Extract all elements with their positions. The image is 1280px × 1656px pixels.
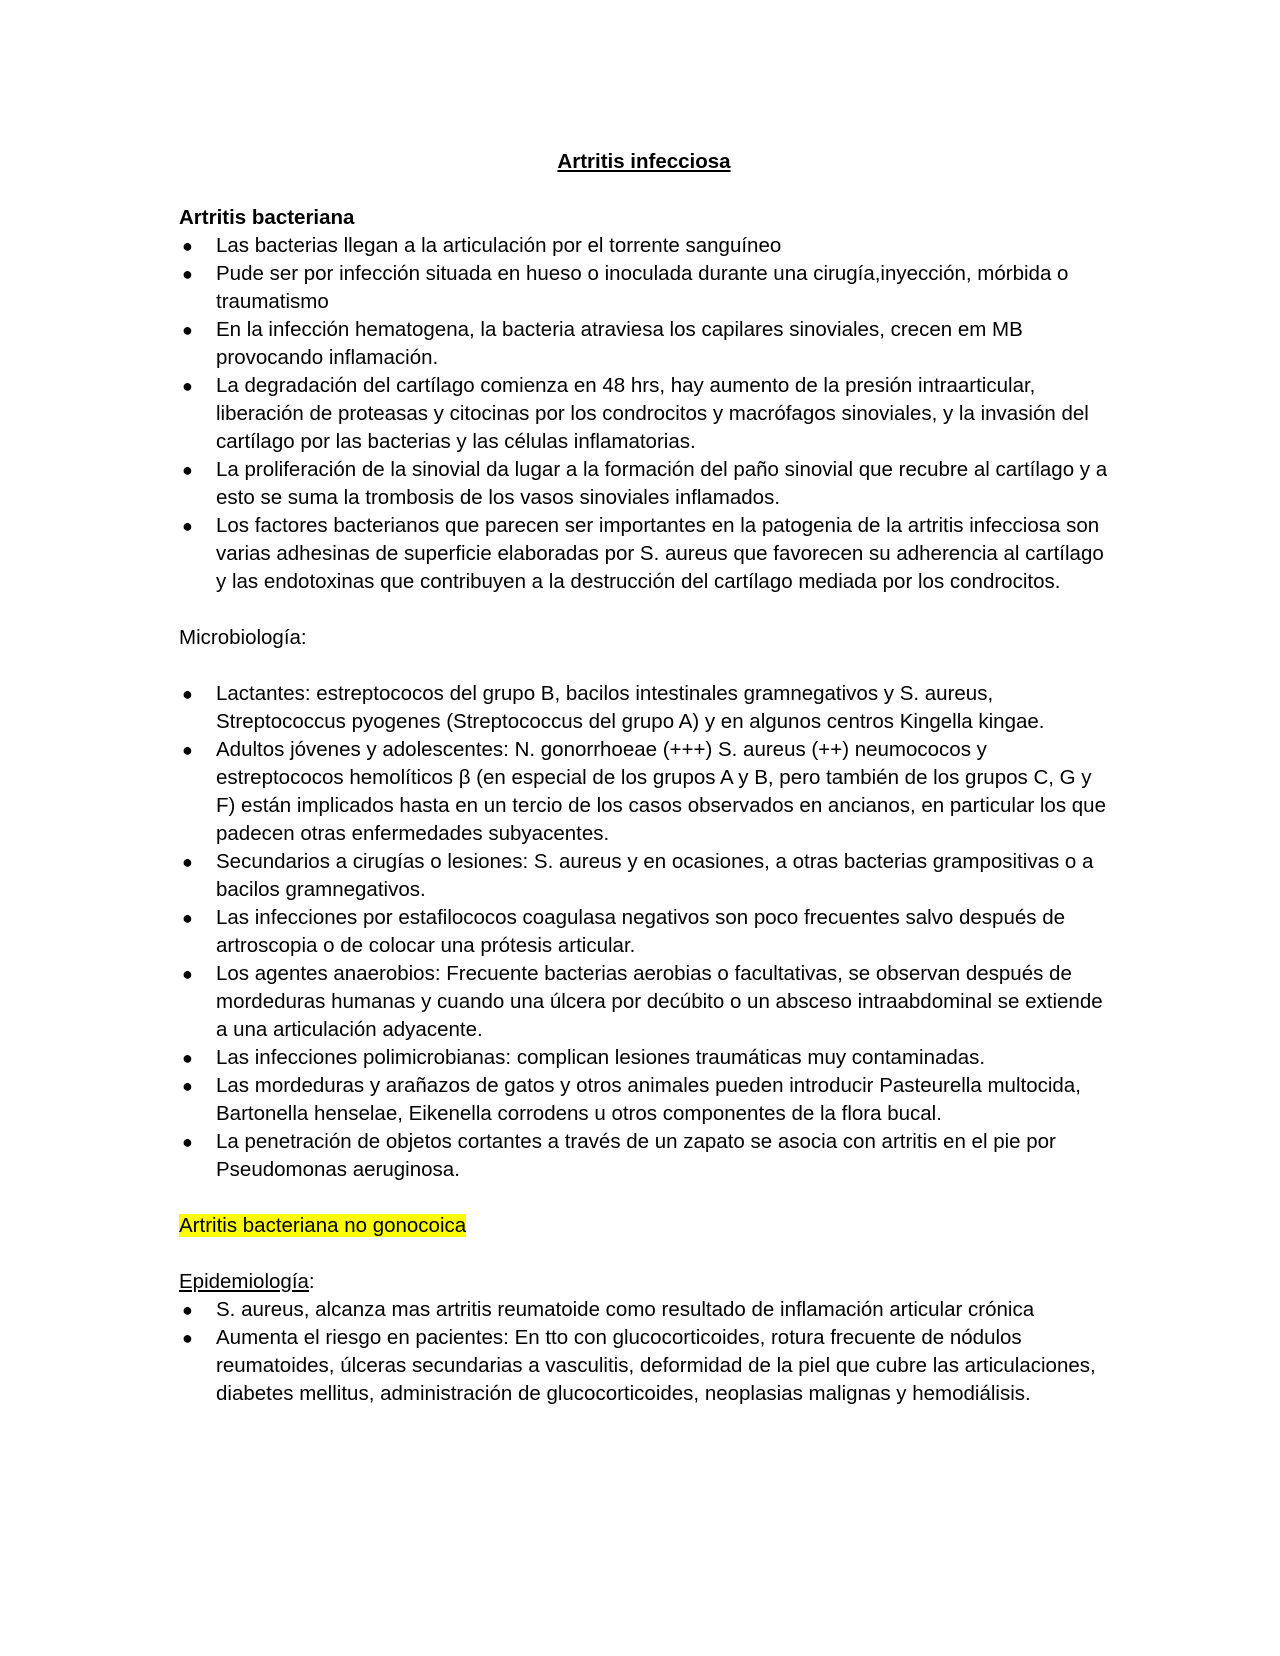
document-title: Artritis infecciosa [557, 150, 731, 173]
bullet-icon: ● [182, 460, 193, 480]
bullet-list-microbiologia [179, 680, 1109, 1184]
bullet-icon: ● [182, 236, 193, 256]
list-item: ● Las infecciones por estafilococos coagulasa negativos son poco frecuentes salvo después de artroscopia o de colocar una prótesis articular. [182, 906, 1066, 957]
document-page [179, 148, 1109, 1408]
list-item: ● Las infecciones polimicrobianas: complican lesiones traumáticas muy contaminadas. [179, 1044, 1109, 1072]
section-heading-epidemiologia [179, 1268, 1109, 1296]
list-item: ● Secundarios a cirugías o lesiones: S. aureus y en ocasiones, a otras bacterias grampositivas o a bacilos gramnegativos. [182, 850, 1094, 901]
bullet-icon: ● [182, 964, 193, 984]
bullet-icon: ● [182, 1300, 193, 1320]
bullet-icon: ● [182, 1132, 193, 1152]
list-item: ● Adultos jóvenes y adolescentes: N. gonorrhoeae (+++) S. aureus (++) neumococos y estreptococos hemolíticos β (en especial de los grupos A y B, pero también de los grupos C, G y F) están implicados hasta en un tercio de los casos observados en ancianos, en particular los que padecen otras enfermedades subyacentes. [182, 738, 1106, 845]
bullet-icon: ● [182, 516, 193, 536]
list-item: ● Aumenta el riesgo en pacientes: En tto con glucocorticoides, rotura frecuente de nódulos reumatoides, úlceras secundarias a vasculitis, deformidad de la piel que cubre las articulaciones, diabetes mellitus, administración de glucocorticoides, neoplasias malignas y hemodiálisis. [182, 1326, 1096, 1405]
bullet-icon: ● [182, 908, 193, 928]
blank-line [179, 596, 1109, 624]
highlighted-heading: Artritis bacteriana no gonocoica [179, 1214, 467, 1237]
bullet-icon: ● [182, 376, 193, 396]
bullet-list-artritis-bacteriana [179, 232, 1109, 596]
list-item: ● Los factores bacterianos que parecen ser importantes en la patogenia de la artritis infecciosa son varias adhesinas de superficie elaboradas por S. aureus que favorecen su adherencia al cartílago y las endotoxinas que contribuyen a la destrucción del cartílago mediada por los condrocitos. [182, 514, 1104, 593]
bullet-list-epidemiologia [179, 1296, 1109, 1408]
blank-line [179, 652, 1109, 680]
list-item: ● Los agentes anaerobios: Frecuente bacterias aerobias o facultativas, se observan después de mordeduras humanas y cuando una úlcera por decúbito o un absceso intraabdominal se extiende a una articulación adyacente. [182, 962, 1103, 1041]
list-item: ● Las mordeduras y arañazos de gatos y otros animales pueden introducir Pasteurella multocida, Bartonella henselae, Eikenella corrodens u otros componentes de la flora bucal. [182, 1074, 1081, 1125]
bullet-icon: ● [182, 1048, 193, 1068]
list-item: ● S. aureus, alcanza mas artritis reumatoide como resultado de inflamación articular crónica [179, 1296, 1109, 1324]
list-item: ● Las bacterias llegan a la articulación por el torrente sanguíneo [179, 232, 1109, 260]
bullet-icon: ● [182, 264, 193, 284]
list-item: ● Lactantes: estreptococos del grupo B, bacilos intestinales gramnegativos y S. aureus, Streptococcus pyogenes (Streptococcus del grupo A) y en algunos centros Kingella kingae. [182, 682, 1045, 733]
list-item: ● La proliferación de la sinovial da lugar a la formación del paño sinovial que recubre al cartílago y a esto se suma la trombosis de los vasos sinoviales inflamados. [182, 458, 1108, 509]
blank-line [179, 1240, 1109, 1268]
epidemiologia-label: Epidemiología [179, 1270, 309, 1293]
bullet-icon: ● [182, 684, 193, 704]
list-item: ● En la infección hematogena, la bacteria atraviesa los capilares sinoviales, crecen em MB provocando inflamación. [182, 318, 1023, 369]
bullet-icon: ● [182, 320, 193, 340]
epidemiologia-colon: : [308, 1270, 315, 1293]
bullet-icon: ● [182, 852, 193, 872]
bullet-icon: ● [182, 1328, 193, 1348]
bullet-icon: ● [182, 740, 193, 760]
list-item: ● La penetración de objetos cortantes a través de un zapato se asocia con artritis en el pie por Pseudomonas aeruginosa. [182, 1130, 1056, 1181]
section-heading-artritis-bacteriana: Artritis bacteriana [179, 206, 355, 229]
list-item: ● Pude ser por infección situada en hueso o inoculada durante una cirugía,inyección, mórbida o traumatismo [182, 262, 1069, 313]
section-heading-no-gonocoica [179, 1212, 1109, 1240]
bullet-icon: ● [182, 1076, 193, 1096]
list-item: ● La degradación del cartílago comienza en 48 hrs, hay aumento de la presión intraarticular, liberación de proteasas y citocinas por los condrocitos y macrófagos sinoviales, y la invasión del cartílago por las bacterias y las células inflamatorias. [182, 374, 1089, 453]
blank-line [179, 1184, 1109, 1212]
section-heading-microbiologia: Microbiología: [179, 626, 307, 649]
